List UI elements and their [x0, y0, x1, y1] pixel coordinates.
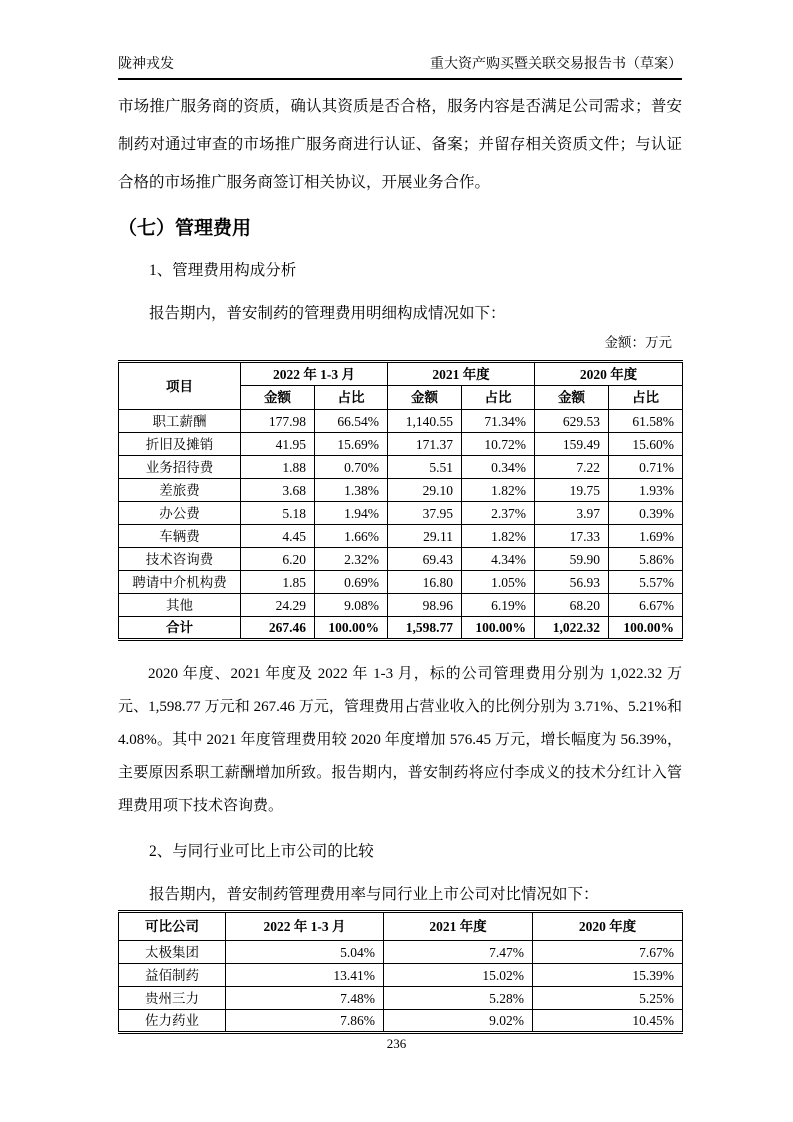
- value-cell: 5.51: [388, 456, 462, 479]
- row-label-cell: 太极集团: [119, 941, 226, 964]
- value-cell: 41.95: [241, 433, 315, 456]
- intro-paragraph: 市场推广服务商的资质，确认其资质是否合格，服务内容是否满足公司需求；普安制药对通过审查的市场推广服务商进行认证、备案；并留存相关资质文件；与认证合格的市场推广服务商签订相关协议，开展业务合作。: [118, 98, 682, 191]
- value-cell: 15.60%: [609, 433, 683, 456]
- analysis-paragraph: 2020 年度、2021 年度及 2022 年 1-3 月，标的公司管理费用分别为 1,022.32 万元、1,598.77 万元和 267.46 万元，管理费用占营业收入的比例分别为 3.71%、5.21%和 4.08%。其中 2021 年度管理费用较 2020 年度增加 576.45 万元，增长幅度为 56.39%，主要原因系职工薪酬增加所致。报告期内，普安制药将应付李成义的技术分红计入管理费用项下技术咨询费。: [118, 666, 682, 814]
- value-cell: 10.72%: [462, 433, 535, 456]
- value-cell: 24.29: [241, 594, 315, 617]
- column-header-amount: 金额: [535, 386, 609, 410]
- column-header-period-2020: 2020 年度: [535, 362, 683, 386]
- table-row: [119, 525, 683, 548]
- column-header-ratio: 占比: [462, 386, 535, 410]
- value-cell: 3.97: [535, 502, 609, 525]
- column-header-amount: 金额: [241, 386, 315, 410]
- value-cell: 1.05%: [462, 571, 535, 594]
- value-cell: 6.67%: [609, 594, 683, 617]
- value-cell: 1.85: [241, 571, 315, 594]
- value-cell: 6.20: [241, 548, 315, 571]
- column-header-period-2020: 2020 年度: [533, 912, 683, 941]
- value-cell: 5.25%: [533, 987, 683, 1010]
- value-cell: 59.90: [535, 548, 609, 571]
- value-cell: 1.93%: [609, 479, 683, 502]
- value-cell: 7.48%: [226, 987, 384, 1010]
- row-label-cell: 业务招待费: [119, 456, 241, 479]
- header-company-name: 陇神戎发: [118, 57, 174, 72]
- table-row: [119, 433, 683, 456]
- unit-label: 金额：万元: [604, 335, 672, 350]
- value-cell: 13.41%: [226, 964, 384, 987]
- value-cell: 1.82%: [462, 525, 535, 548]
- management-expense-table-body: [119, 410, 683, 640]
- table-row: [119, 987, 683, 1010]
- section-title: （七）管理费用: [118, 218, 252, 239]
- row-label-cell: 合计: [119, 617, 241, 640]
- table-row: [119, 479, 683, 502]
- value-cell: 29.10: [388, 479, 462, 502]
- value-cell: 2.32%: [315, 548, 388, 571]
- value-cell: 100.00%: [315, 617, 388, 640]
- value-cell: 69.43: [388, 548, 462, 571]
- value-cell: 61.58%: [609, 410, 683, 433]
- value-cell: 7.47%: [384, 941, 533, 964]
- table-row: [119, 964, 683, 987]
- table1-lead-text: 报告期内，普安制药的管理费用明细构成情况如下：: [149, 305, 506, 322]
- value-cell: 9.02%: [384, 1010, 533, 1033]
- value-cell: 100.00%: [462, 617, 535, 640]
- value-cell: 4.34%: [462, 548, 535, 571]
- column-header-ratio: 占比: [315, 386, 388, 410]
- value-cell: 29.11: [388, 525, 462, 548]
- row-label-cell: 佐力药业: [119, 1010, 226, 1033]
- subsection-2-title: 2、与同行业可比上市公司的比较: [149, 843, 374, 860]
- value-cell: 7.22: [535, 456, 609, 479]
- page-number: 236: [386, 1036, 407, 1051]
- value-cell: 15.39%: [533, 964, 683, 987]
- management-expense-table-header: [119, 362, 683, 410]
- column-header-period-2022: 2022 年 1-3 月: [241, 362, 388, 386]
- value-cell: 267.46: [241, 617, 315, 640]
- value-cell: 4.45: [241, 525, 315, 548]
- value-cell: 0.39%: [609, 502, 683, 525]
- value-cell: 7.67%: [533, 941, 683, 964]
- value-cell: 71.34%: [462, 410, 535, 433]
- value-cell: 0.70%: [315, 456, 388, 479]
- value-cell: 16.80: [388, 571, 462, 594]
- peer-comparison-table-body: [119, 941, 683, 1033]
- value-cell: 1.82%: [462, 479, 535, 502]
- value-cell: 98.96: [388, 594, 462, 617]
- row-label-cell: 技术咨询费: [119, 548, 241, 571]
- table2-lead-text: 报告期内，普安制药管理费用率与同行业上市公司对比情况如下：: [149, 886, 599, 903]
- row-label-cell: 聘请中介机构费: [119, 571, 241, 594]
- value-cell: 15.69%: [315, 433, 388, 456]
- value-cell: 15.02%: [384, 964, 533, 987]
- table-row: [119, 594, 683, 617]
- row-label-cell: 折旧及摊销: [119, 433, 241, 456]
- row-label-cell: 办公费: [119, 502, 241, 525]
- table-row: [119, 617, 683, 640]
- column-header-ratio: 占比: [609, 386, 683, 410]
- value-cell: 5.57%: [609, 571, 683, 594]
- table-row: [119, 548, 683, 571]
- header-report-title: 重大资产购买暨关联交易报告书（草案）: [430, 57, 682, 72]
- value-cell: 1,022.32: [535, 617, 609, 640]
- value-cell: 1,598.77: [388, 617, 462, 640]
- value-cell: 68.20: [535, 594, 609, 617]
- value-cell: 9.08%: [315, 594, 388, 617]
- peer-comparison-table-header: [119, 912, 683, 941]
- table-row: [119, 571, 683, 594]
- value-cell: 159.49: [535, 433, 609, 456]
- column-header-period-2021: 2021 年度: [384, 912, 533, 941]
- table-row: [119, 410, 683, 433]
- subsection-1-title: 1、管理费用构成分析: [149, 262, 297, 279]
- value-cell: 7.86%: [226, 1010, 384, 1033]
- value-cell: 1.94%: [315, 502, 388, 525]
- value-cell: 19.75: [535, 479, 609, 502]
- value-cell: 0.71%: [609, 456, 683, 479]
- value-cell: 2.37%: [462, 502, 535, 525]
- column-header-period-2021: 2021 年度: [388, 362, 535, 386]
- table-row: [119, 1010, 683, 1033]
- table-row: [119, 502, 683, 525]
- row-label-cell: 益佰制药: [119, 964, 226, 987]
- value-cell: 1.66%: [315, 525, 388, 548]
- row-label-cell: 其他: [119, 594, 241, 617]
- table-row: [119, 941, 683, 964]
- value-cell: 171.37: [388, 433, 462, 456]
- value-cell: 6.19%: [462, 594, 535, 617]
- value-cell: 100.00%: [609, 617, 683, 640]
- management-expense-table: [118, 360, 683, 641]
- column-header-period-2022: 2022 年 1-3 月: [226, 912, 384, 941]
- value-cell: 10.45%: [533, 1010, 683, 1033]
- page-footer: [0, 1036, 793, 1052]
- column-header-item: 项目: [119, 362, 241, 410]
- value-cell: 1.38%: [315, 479, 388, 502]
- value-cell: 177.98: [241, 410, 315, 433]
- value-cell: 629.53: [535, 410, 609, 433]
- value-cell: 5.04%: [226, 941, 384, 964]
- column-header-amount: 金额: [388, 386, 462, 410]
- value-cell: 0.34%: [462, 456, 535, 479]
- peer-comparison-table: [118, 910, 683, 1034]
- value-cell: 5.28%: [384, 987, 533, 1010]
- page-content: [118, 88, 682, 1034]
- value-cell: 0.69%: [315, 571, 388, 594]
- row-label-cell: 差旅费: [119, 479, 241, 502]
- value-cell: 5.86%: [609, 548, 683, 571]
- value-cell: 1,140.55: [388, 410, 462, 433]
- value-cell: 56.93: [535, 571, 609, 594]
- row-label-cell: 职工薪酬: [119, 410, 241, 433]
- value-cell: 17.33: [535, 525, 609, 548]
- value-cell: 1.69%: [609, 525, 683, 548]
- row-label-cell: 贵州三力: [119, 987, 226, 1010]
- row-label-cell: 车辆费: [119, 525, 241, 548]
- table-row: [119, 456, 683, 479]
- value-cell: 5.18: [241, 502, 315, 525]
- column-header-company: 可比公司: [119, 912, 226, 941]
- value-cell: 1.88: [241, 456, 315, 479]
- value-cell: 37.95: [388, 502, 462, 525]
- value-cell: 66.54%: [315, 410, 388, 433]
- running-header: [118, 53, 682, 80]
- value-cell: 3.68: [241, 479, 315, 502]
